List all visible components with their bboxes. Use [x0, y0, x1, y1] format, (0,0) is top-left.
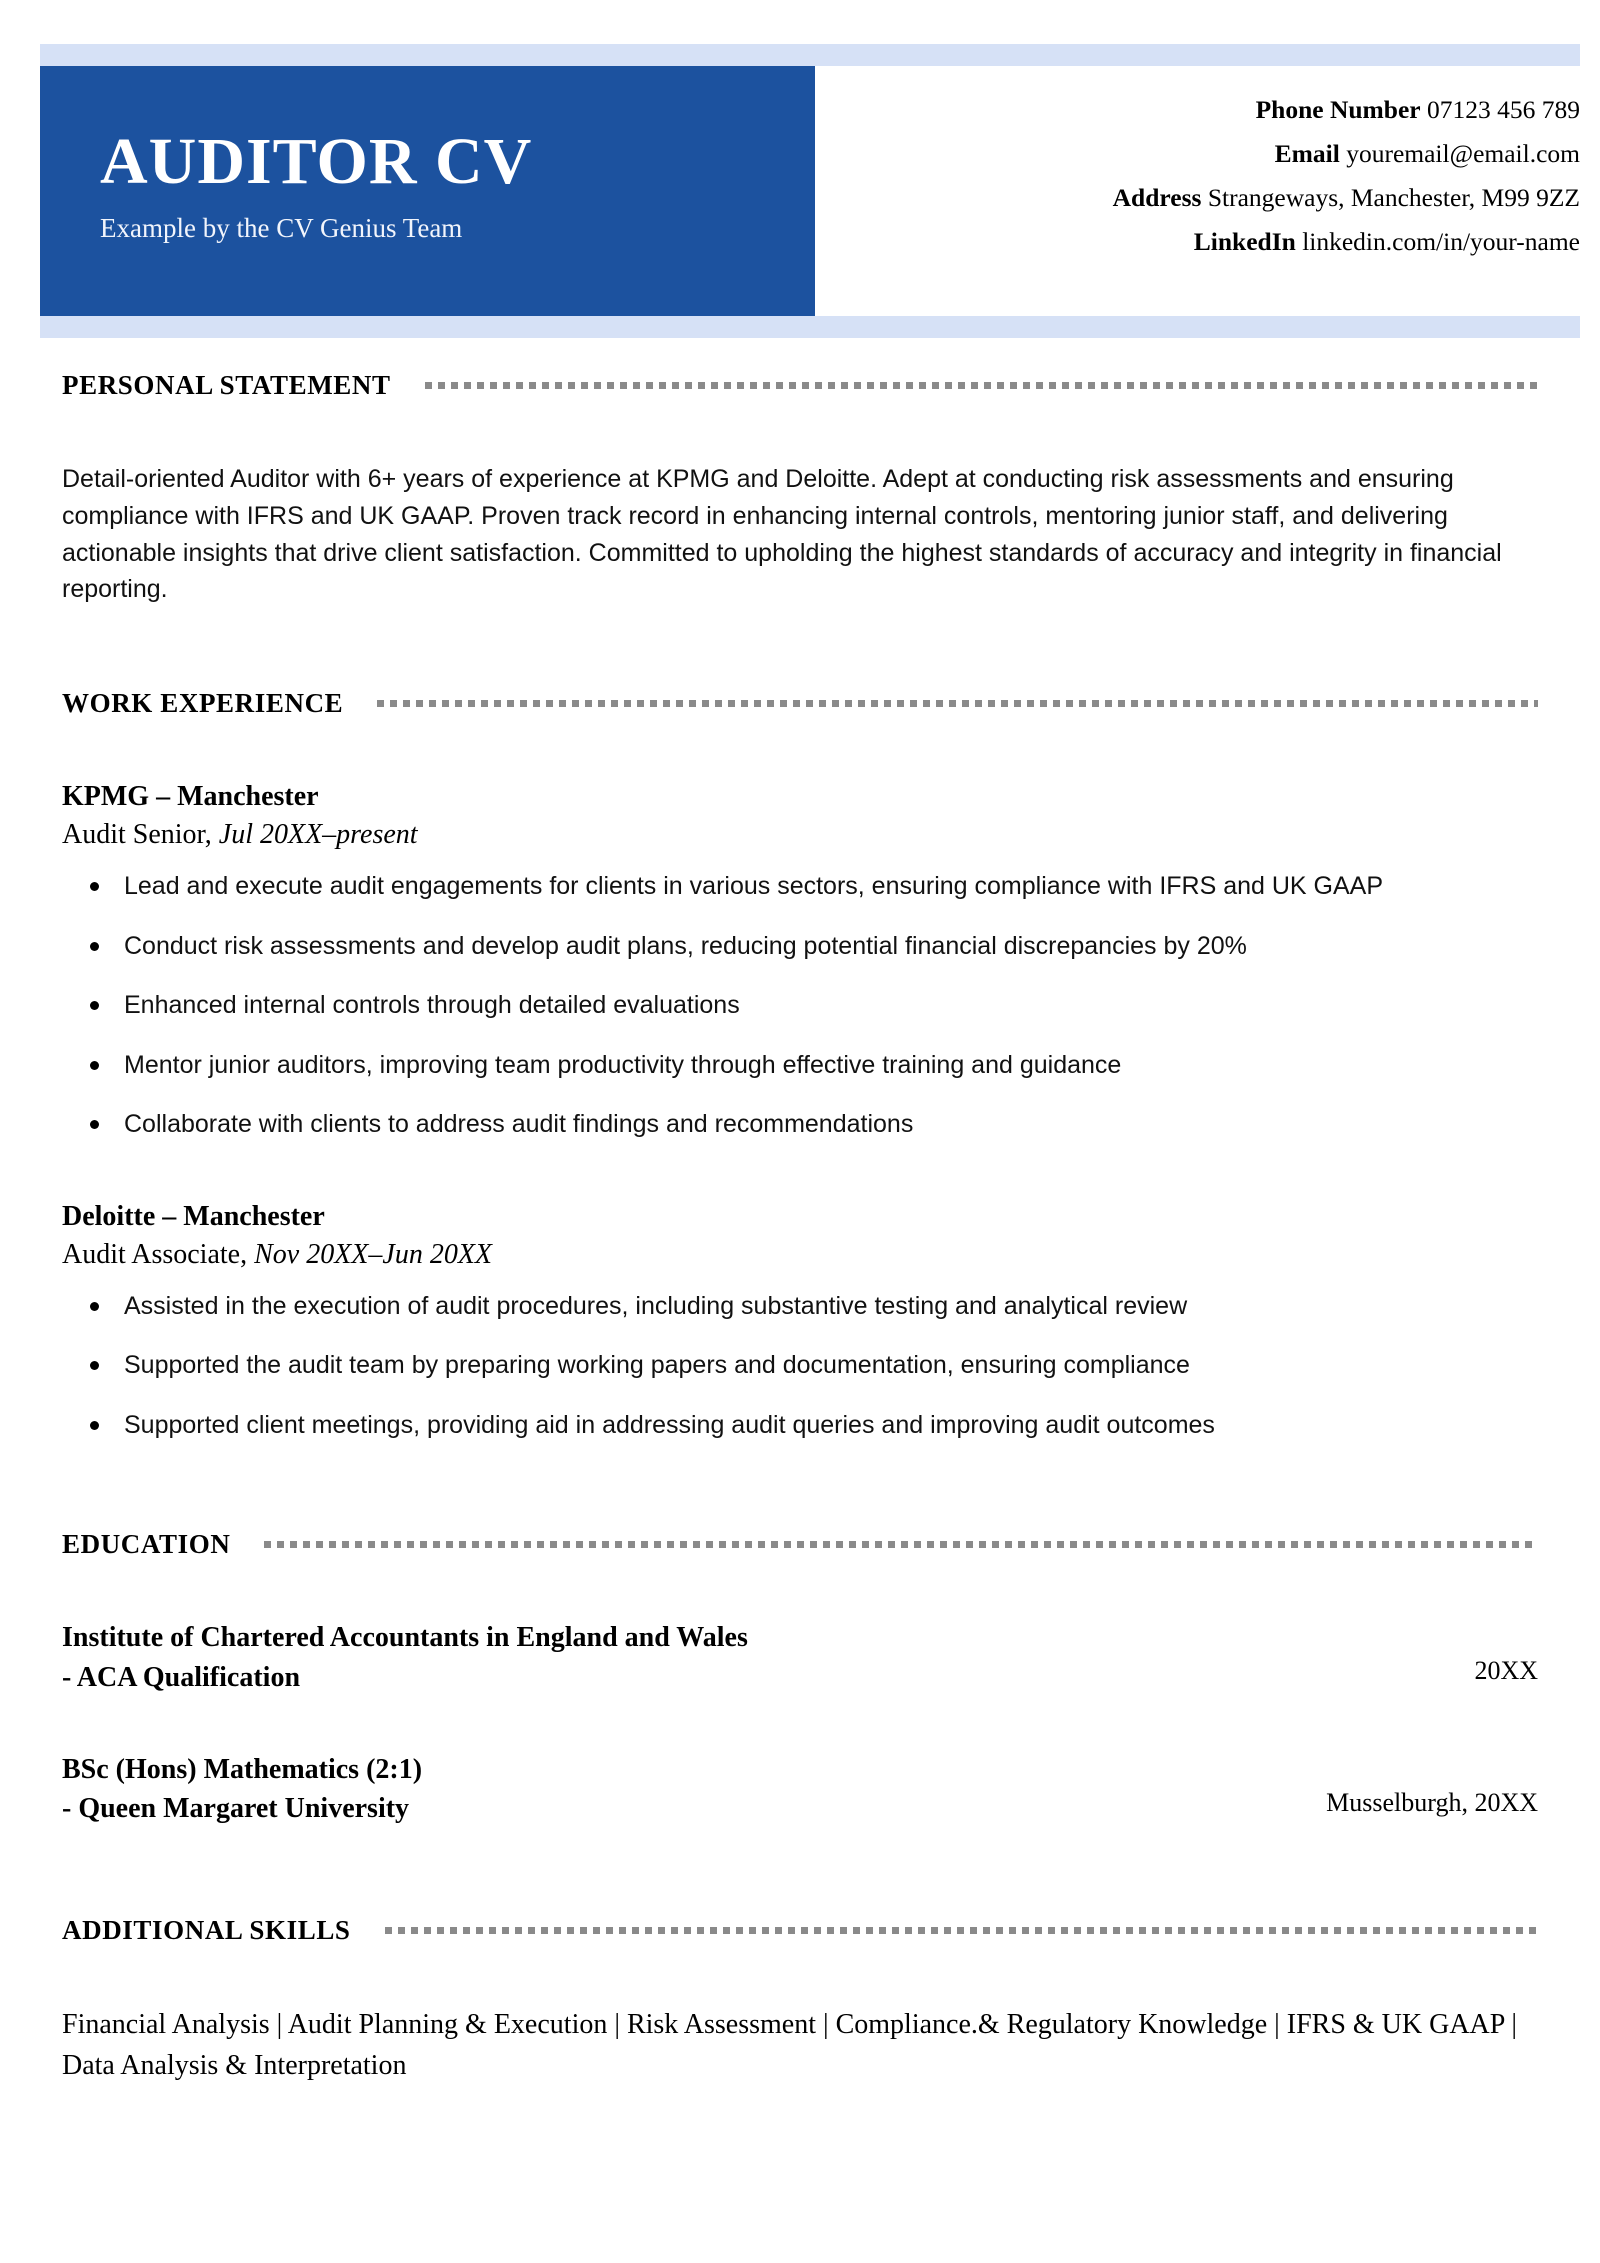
- section-personal-statement: [62, 370, 1538, 608]
- cv-content: [62, 370, 1538, 2087]
- job-role-title: Audit Senior,: [62, 819, 219, 850]
- section-title: WORK EXPERIENCE: [62, 688, 344, 718]
- education-meta: 20XX: [1474, 1656, 1538, 1685]
- job-dates: Jul 20XX–present: [218, 819, 418, 850]
- job-bullet: Supported the audit team by preparing working papers and documentation, ensuring compliance: [62, 1348, 1538, 1384]
- contact-linkedin-value: linkedin.com/in/your-name: [1302, 226, 1580, 256]
- personal-statement-heading: [62, 370, 1538, 401]
- header-bottom-band: [40, 316, 1580, 338]
- contact-email-value: youremail@email.com: [1346, 138, 1580, 168]
- contact-address-label: Address: [1112, 182, 1202, 212]
- section-additional-skills: [62, 1915, 1538, 2087]
- education-institution: Institute of Chartered Accountants in England and Wales: [62, 1622, 748, 1653]
- contact-phone: [860, 88, 1580, 132]
- personal-statement-body: Detail-oriented Auditor with 6+ years of experience at KPMG and Deloitte. Adept at conducting risk assessments and ensuring compliance with IFRS and UK GAAP. Proven track record in enhancing internal controls, mentoring junior staff, and delivering actionable insights that drive client satisfaction. Committed to upholding the highest standards of accuracy and integrity in financial reporting.: [62, 465, 1502, 604]
- contact-phone-label: Phone Number: [1255, 95, 1421, 124]
- contact-email-label: Email: [1274, 138, 1340, 168]
- contact-phone-value: 07123 456 789: [1427, 95, 1580, 124]
- contact-details: [860, 88, 1580, 263]
- job-company: Deloitte – Manchester: [62, 1200, 325, 1232]
- job-bullet: Assisted in the execution of audit procedures, including substantive testing and analytical review: [62, 1289, 1538, 1325]
- job-bullet: Lead and execute audit engagements for clients in various sectors, ensuring compliance with IFRS and UK GAAP: [62, 869, 1538, 905]
- dotted-divider: [377, 700, 1538, 707]
- dotted-divider: [385, 1927, 1538, 1934]
- job-role: [62, 1239, 1538, 1271]
- cv-header: [0, 44, 1600, 338]
- header-main: [40, 66, 1580, 316]
- job-bullet-list: [62, 869, 1538, 1143]
- education-meta: Musselburgh, 20XX: [1326, 1787, 1538, 1817]
- job-company: KPMG – Manchester: [62, 781, 319, 812]
- additional-skills-heading: [62, 1915, 1538, 1946]
- education-qualification: [62, 1750, 422, 1830]
- education-entry: [62, 1750, 1538, 1830]
- job-entry: [62, 1201, 1538, 1444]
- education-qualification: [62, 1618, 748, 1698]
- contact-email: [860, 132, 1580, 176]
- job-bullet: Conduct risk assessments and develop audit plans, reducing potential financial discrepancies by 20%: [62, 929, 1538, 965]
- dotted-divider: [264, 1541, 1538, 1548]
- additional-skills-body: Financial Analysis | Audit Planning & Execution | Risk Assessment | Compliance.& Regulatory Knowledge | IFRS & UK GAAP | Data Analysis & Interpretation: [62, 2009, 1517, 2082]
- job-bullet: Enhanced internal controls through detailed evaluations: [62, 988, 1538, 1024]
- education-heading: [62, 1529, 1538, 1560]
- job-bullet-list: [62, 1289, 1538, 1444]
- page-title: AUDITOR CV: [100, 125, 533, 198]
- education-institution: BSc (Hons) Mathematics (2:1): [62, 1753, 423, 1785]
- education-detail: - ACA Qualification: [62, 1661, 301, 1693]
- job-entry: [62, 781, 1538, 1143]
- job-bullet: Supported client meetings, providing aid in addressing audit queries and improving audit outcomes: [62, 1408, 1538, 1444]
- page-subtitle: Example by the CV Genius Team: [100, 213, 463, 244]
- education-detail: - Queen Margaret University: [62, 1793, 410, 1825]
- job-role-title: Audit Associate,: [62, 1238, 255, 1270]
- dotted-divider: [425, 382, 1538, 389]
- section-title: EDUCATION: [62, 1529, 231, 1559]
- header-top-band: [40, 44, 1580, 66]
- education-entry: [62, 1618, 1538, 1698]
- contact-address: [860, 176, 1580, 220]
- job-dates: Nov 20XX–Jun 20XX: [254, 1238, 493, 1270]
- contact-linkedin: [860, 220, 1580, 264]
- title-block: [40, 66, 815, 316]
- section-education: [62, 1529, 1538, 1829]
- job-role: [62, 819, 1538, 851]
- section-work-experience: [62, 688, 1538, 1443]
- section-title: ADDITIONAL SKILLS: [62, 1915, 351, 1945]
- contact-linkedin-label: LinkedIn: [1193, 226, 1296, 256]
- section-title: PERSONAL STATEMENT: [62, 370, 391, 400]
- job-bullet: Collaborate with clients to address audit findings and recommendations: [62, 1107, 1538, 1143]
- work-experience-heading: [62, 688, 1538, 719]
- contact-address-value: Strangeways, Manchester, M99 9ZZ: [1207, 182, 1580, 212]
- job-bullet: Mentor junior auditors, improving team productivity through effective training and guidance: [62, 1048, 1538, 1084]
